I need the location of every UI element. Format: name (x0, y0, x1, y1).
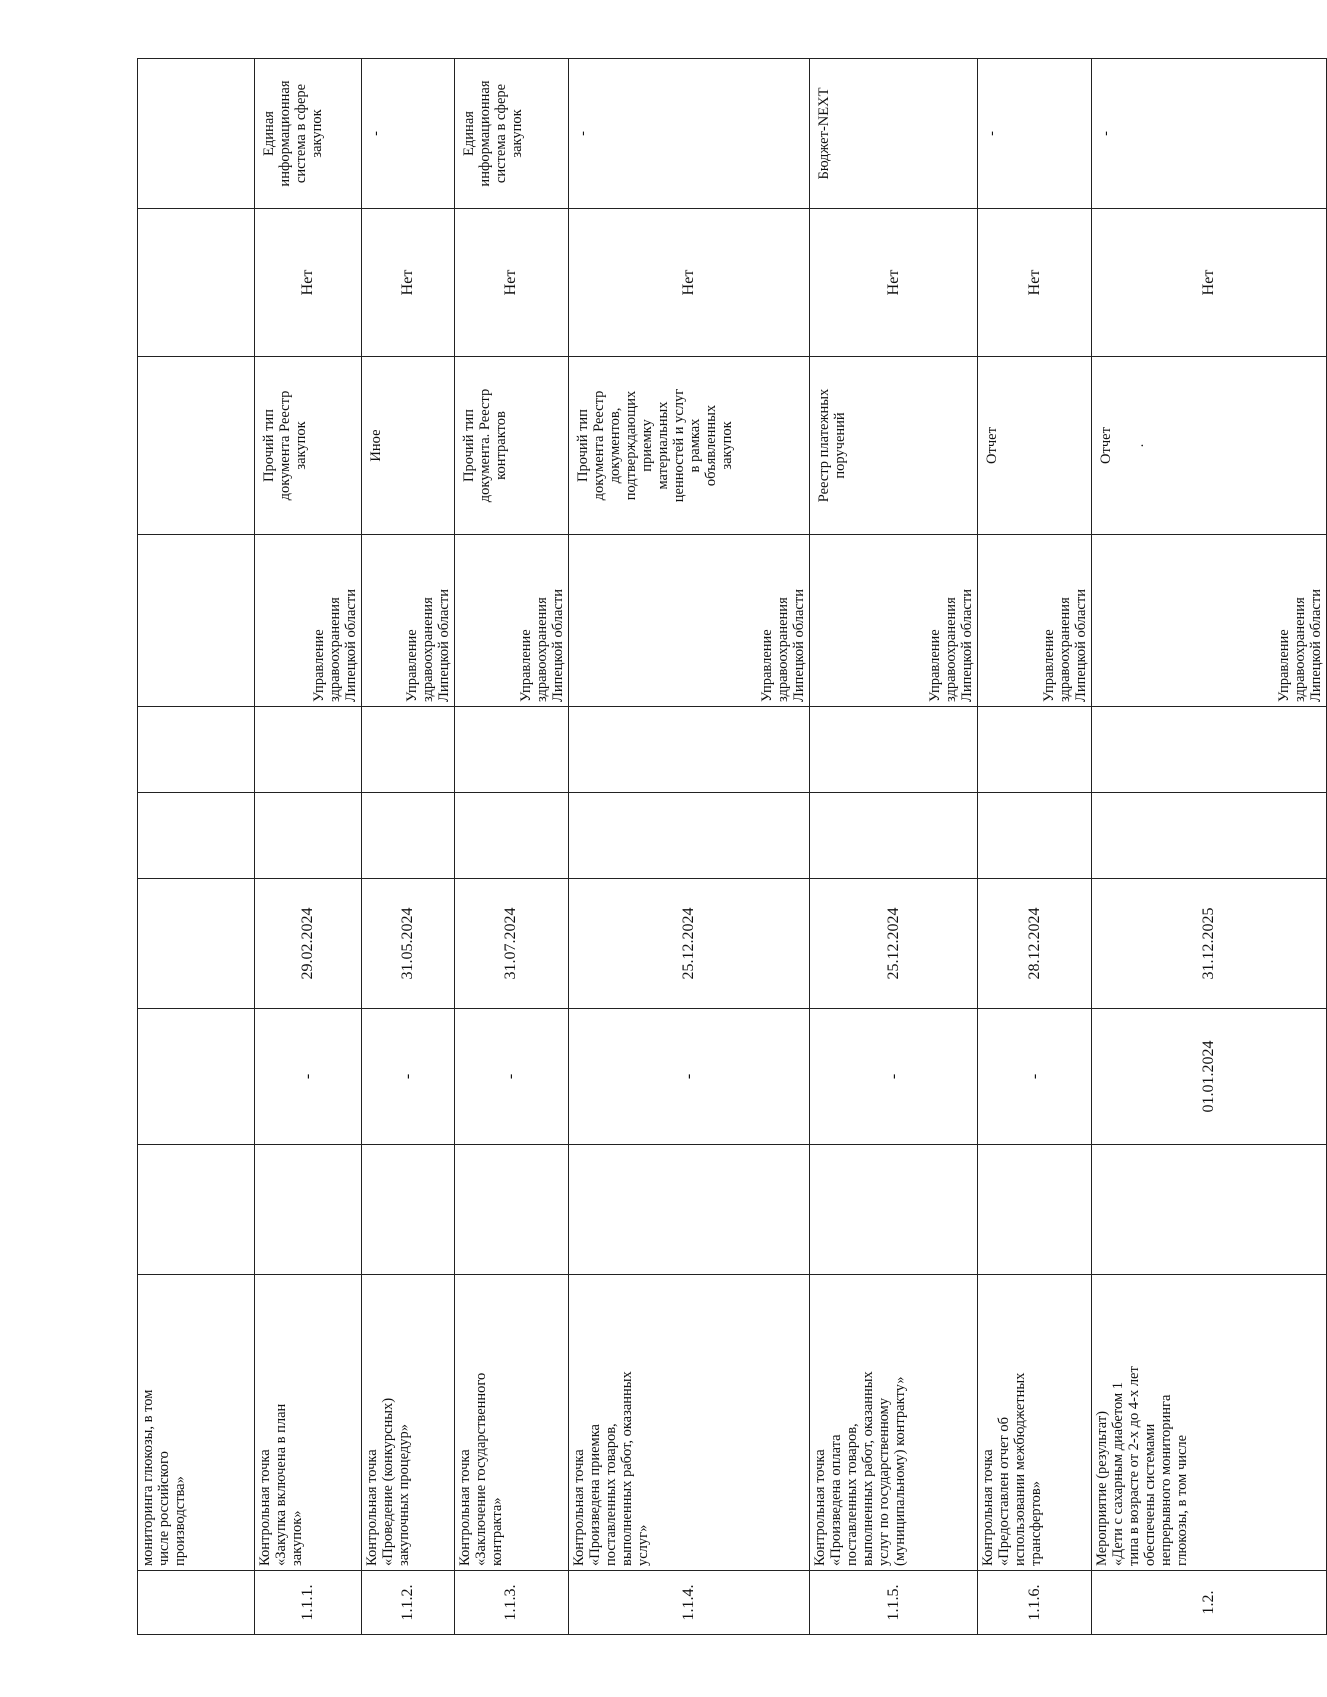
start-date-cell-text: - (502, 1073, 520, 1080)
item-name-cell-line: мониторинга глюкозы, в том (140, 1389, 156, 1566)
empty-cell (362, 793, 455, 879)
empty-cell (454, 707, 568, 793)
responsible-cell-line: Управление (403, 629, 420, 702)
item-name-cell-line: «Проведение (конкурсных) (380, 1397, 397, 1566)
item-number-cell-text: 1.1.3. (502, 1584, 520, 1621)
empty-cell (568, 793, 810, 879)
flag-cell (810, 209, 978, 357)
document-type-cell (568, 357, 810, 535)
responsible-cell (1092, 535, 1327, 707)
flag-cell-text: Нет (680, 269, 698, 296)
responsible-cell-line: здравоохранения (327, 597, 344, 702)
table-row (978, 59, 1092, 1635)
empty-cell (362, 707, 455, 793)
empty-cell (138, 1145, 255, 1275)
info-system-cell (454, 59, 568, 209)
info-system-cell-line: - (1098, 131, 1115, 136)
item-name-cell-line: «Предоставлен отчет об (996, 1416, 1013, 1566)
item-name-cell-line: Контрольная точка (980, 1449, 997, 1566)
empty-cell (454, 1145, 568, 1275)
responsible-cell-line: Липецкой области (959, 589, 976, 702)
document-type-cell-line: Прочий тип (460, 409, 477, 482)
start-date-cell-text: - (884, 1073, 902, 1080)
end-date-cell (978, 879, 1092, 1009)
item-number-cell (254, 1571, 361, 1635)
end-date-cell-text: 29.02.2024 (298, 907, 316, 980)
empty-cell (254, 1145, 361, 1275)
start-date-cell (138, 1009, 255, 1145)
info-system-cell (810, 59, 978, 209)
document-type-cell-line: Отчет (984, 427, 1001, 464)
item-name-cell-line: «Заключение государственного (472, 1372, 489, 1566)
document-mark: . (1132, 443, 1148, 448)
item-number-cell-text: 1.1.5. (884, 1584, 902, 1621)
item-name-cell-line: Контрольная точка (812, 1449, 829, 1566)
end-date-cell (810, 879, 978, 1009)
item-name-cell (568, 1275, 810, 1571)
end-date-cell (138, 879, 255, 1009)
item-name-cell-line: «Закупка включена в план (272, 1403, 289, 1566)
responsible-cell-line: Управление (759, 629, 776, 702)
responsible-cell-line: Управление (927, 629, 944, 702)
item-number-cell-text: 1.2. (1200, 1590, 1218, 1615)
item-name-cell-line: непрерывного мониторинга (1158, 1394, 1175, 1566)
flag-cell (362, 209, 455, 357)
responsible-cell (568, 535, 810, 707)
item-name-cell-line: производства» (172, 1476, 188, 1566)
responsible-cell (362, 535, 455, 707)
empty-cell (454, 793, 568, 879)
empty-cell (138, 793, 255, 879)
flag-cell (1092, 209, 1327, 357)
document-type-cell (138, 357, 255, 535)
end-date-cell-text: 31.07.2024 (502, 907, 520, 980)
start-date-cell (454, 1009, 568, 1145)
end-date-cell-text: 31.05.2024 (398, 907, 416, 980)
empty-cell (362, 1145, 455, 1275)
document-type-cell-line: документов, (606, 407, 623, 484)
start-date-cell (254, 1009, 361, 1145)
item-name-cell-line: трансфертов» (1028, 1481, 1045, 1566)
info-system-cell-line: закупок (308, 109, 325, 158)
item-name-cell (978, 1275, 1092, 1571)
table-row (362, 59, 455, 1635)
empty-cell (1092, 1145, 1327, 1275)
end-date-cell-text: 25.12.2024 (680, 907, 698, 980)
flag-cell (978, 209, 1092, 357)
table-row (568, 59, 810, 1635)
item-number-cell (978, 1571, 1092, 1635)
item-name-cell-line: Контрольная точка (364, 1449, 381, 1566)
item-number-cell (362, 1571, 455, 1635)
document-type-cell-line: закупок (718, 421, 735, 470)
start-date-cell-text: - (398, 1073, 416, 1080)
document-type-cell-line: ценностей и услуг (670, 388, 687, 503)
responsible-cell-line: Управление (517, 629, 534, 702)
empty-cell (254, 707, 361, 793)
item-name-cell (810, 1275, 978, 1571)
item-number-cell (1092, 1571, 1327, 1635)
table-row (810, 59, 978, 1635)
document-type-cell-line: закупок (292, 421, 309, 470)
table-row (454, 59, 568, 1635)
item-number-cell (568, 1571, 810, 1635)
item-name-cell-line: услуг» (634, 1524, 651, 1566)
start-date-cell-text: 01.01.2024 (1200, 1040, 1218, 1113)
responsible-cell-line: Липецкой области (549, 589, 566, 702)
info-system-cell-line: - (368, 131, 385, 136)
item-name-cell (254, 1275, 361, 1571)
item-name-cell (362, 1275, 455, 1571)
responsible-cell-line: здравоохранения (775, 597, 792, 702)
document-type-cell (254, 357, 361, 535)
info-system-cell-line: система в сфере (292, 83, 309, 184)
item-number-cell-text: 1.1.1. (298, 1584, 316, 1621)
document-type-cell-line: Прочий тип (574, 409, 591, 482)
responsible-cell-line: здравоохранения (1057, 597, 1074, 702)
info-system-cell (362, 59, 455, 209)
start-date-cell (568, 1009, 810, 1145)
document-type-cell (362, 357, 455, 535)
item-name-cell-line: контракта» (488, 1497, 505, 1566)
item-name-cell-line: обеспечены системами (1142, 1423, 1159, 1566)
start-date-cell-text: - (298, 1073, 316, 1080)
info-system-cell-line: Единая (260, 111, 277, 156)
table-row (1092, 59, 1327, 1635)
end-date-cell-text: 28.12.2024 (1025, 907, 1043, 980)
info-system-cell-line: закупок (508, 109, 525, 158)
info-system-cell (568, 59, 810, 209)
item-name-cell (454, 1275, 568, 1571)
empty-cell (810, 707, 978, 793)
flag-cell (254, 209, 361, 357)
responsible-cell-line: Управление (1041, 629, 1058, 702)
item-name-cell-line: «Произведена оплата (828, 1434, 845, 1566)
document-type-cell-line: документа. Реестр (476, 388, 493, 503)
item-number-cell (138, 1571, 255, 1635)
item-name-cell-line: Контрольная точка (256, 1449, 273, 1566)
document-type-cell (1092, 357, 1327, 535)
empty-cell (810, 793, 978, 879)
item-name-cell-line: закупок» (288, 1510, 305, 1566)
responsible-cell-line: Липецкой области (1308, 589, 1324, 702)
responsible-cell-line: Липецкой области (1073, 589, 1090, 702)
responsible-cell-line: Управление (311, 629, 328, 702)
document-type-cell-line: в рамках (686, 418, 703, 473)
item-number-cell-text: 1.1.4. (680, 1584, 698, 1621)
end-date-cell (254, 879, 361, 1009)
empty-cell (568, 707, 810, 793)
document-type-cell-line: документа Реестр (276, 390, 293, 501)
document-type-cell-line: материальных (654, 401, 671, 490)
plan-table (137, 58, 1327, 1635)
item-name-cell-line: Контрольная точка (570, 1449, 587, 1566)
responsible-cell-line: Липецкой области (343, 589, 360, 702)
flag-cell (138, 209, 255, 357)
info-system-cell-line: - (984, 131, 1001, 136)
item-name-cell-line: Мероприятие (результат) (1094, 1411, 1111, 1566)
flag-cell-text: Нет (1200, 269, 1218, 296)
empty-cell (978, 707, 1092, 793)
flag-cell-text: Нет (298, 269, 316, 296)
info-system-cell (138, 59, 255, 209)
info-system-cell-line: Единая (460, 111, 477, 156)
info-system-cell-line: - (574, 131, 591, 136)
flag-cell-text: Нет (1025, 269, 1043, 296)
start-date-cell-text: - (1025, 1073, 1043, 1080)
responsible-cell (254, 535, 361, 707)
end-date-cell (454, 879, 568, 1009)
empty-cell (1092, 793, 1327, 879)
responsible-cell-line: здравоохранения (943, 597, 960, 702)
document-type-cell-line: объявленных (702, 404, 719, 487)
item-number-cell (454, 1571, 568, 1635)
item-number-cell (810, 1571, 978, 1635)
document-type-cell-line: Отчет (1098, 427, 1115, 464)
end-date-cell (1092, 879, 1327, 1009)
document-type-cell (978, 357, 1092, 535)
rotated-table-page (137, 65, 1327, 1635)
info-system-cell (1092, 59, 1327, 209)
responsible-cell (978, 535, 1092, 707)
document-type-cell-line: подтверждающих (622, 390, 639, 501)
item-name-cell (138, 1275, 255, 1571)
info-system-cell-line: Бюджет-NEXT (816, 87, 833, 180)
document-type-cell (810, 357, 978, 535)
flag-cell-text: Нет (398, 269, 416, 296)
document-type-cell-line: контрактов (492, 411, 509, 480)
item-name-cell-line: использовании межбюджетных (1012, 1372, 1029, 1566)
document-type-cell-line: приемку (638, 419, 655, 472)
start-date-cell (1092, 1009, 1327, 1145)
empty-cell (978, 1145, 1092, 1275)
item-name-cell-line: «Дети с сахарным диабетом 1 (1110, 1382, 1127, 1566)
document-type-cell-line: Прочий тип (260, 409, 277, 482)
info-system-cell-line: система в сфере (492, 83, 509, 184)
item-name-cell-line: поставленных товаров, (844, 1423, 861, 1566)
item-name-cell-line: Контрольная точка (456, 1449, 473, 1566)
info-system-cell (978, 59, 1092, 209)
flag-cell-text: Нет (502, 269, 520, 296)
empty-cell (1092, 707, 1327, 793)
responsible-cell-line: здравоохранения (419, 597, 436, 702)
item-name-cell-line: выполненных работ, оказанных (618, 1371, 635, 1566)
table-row (254, 59, 361, 1635)
start-date-cell-text: - (680, 1073, 698, 1080)
item-number-cell-text: 1.1.2. (398, 1584, 416, 1621)
flag-cell (454, 209, 568, 357)
responsible-cell (138, 535, 255, 707)
responsible-cell-line: Липецкой области (435, 589, 452, 702)
empty-cell (568, 1145, 810, 1275)
item-name-cell-line: типа в возрасте от 2-х до 4-х лет (1126, 1366, 1143, 1566)
responsible-cell-line: Управление (1276, 629, 1292, 702)
item-name-cell-line: «Произведена приемка (586, 1424, 603, 1566)
responsible-cell (810, 535, 978, 707)
responsible-cell (454, 535, 568, 707)
item-name-cell-line: глюкозы, в том числе (1174, 1434, 1191, 1566)
item-name-cell-line: услуг по государственному (876, 1397, 893, 1566)
flag-cell-text: Нет (884, 269, 902, 296)
responsible-cell-line: здравоохранения (533, 597, 550, 702)
end-date-cell-text: 31.12.2025 (1200, 907, 1218, 980)
item-name-cell (1092, 1275, 1327, 1571)
item-name-cell-line: (муниципальному) контракту» (892, 1376, 909, 1566)
end-date-cell-text: 25.12.2024 (884, 907, 902, 980)
responsible-cell-line: Липецкой области (791, 589, 808, 702)
item-name-cell-line: числе российского (156, 1451, 172, 1566)
document-type-cell-line: Иное (368, 429, 385, 462)
document-type-cell-line: поручений (832, 412, 849, 479)
info-system-cell-line: информационная (476, 80, 493, 187)
document-type-cell-line: Реестр платежных (816, 388, 833, 503)
empty-cell (810, 1145, 978, 1275)
flag-cell (568, 209, 810, 357)
start-date-cell (810, 1009, 978, 1145)
item-number-cell-text: 1.1.6. (1025, 1584, 1043, 1621)
responsible-cell-line: здравоохранения (1292, 597, 1308, 702)
info-system-cell-line: информационная (276, 80, 293, 187)
empty-cell (254, 793, 361, 879)
table-row (138, 59, 255, 1635)
item-name-cell-line: поставленных товаров, (602, 1423, 619, 1566)
document-type-cell (454, 357, 568, 535)
end-date-cell (568, 879, 810, 1009)
item-name-cell-line: закупочных процедур» (396, 1424, 413, 1566)
start-date-cell (978, 1009, 1092, 1145)
empty-cell (138, 707, 255, 793)
document-type-cell-line: документа Реестр (590, 390, 607, 501)
start-date-cell (362, 1009, 455, 1145)
item-name-cell-line: выполненных работ, оказанных (860, 1371, 877, 1566)
empty-cell (978, 793, 1092, 879)
info-system-cell (254, 59, 361, 209)
end-date-cell (362, 879, 455, 1009)
